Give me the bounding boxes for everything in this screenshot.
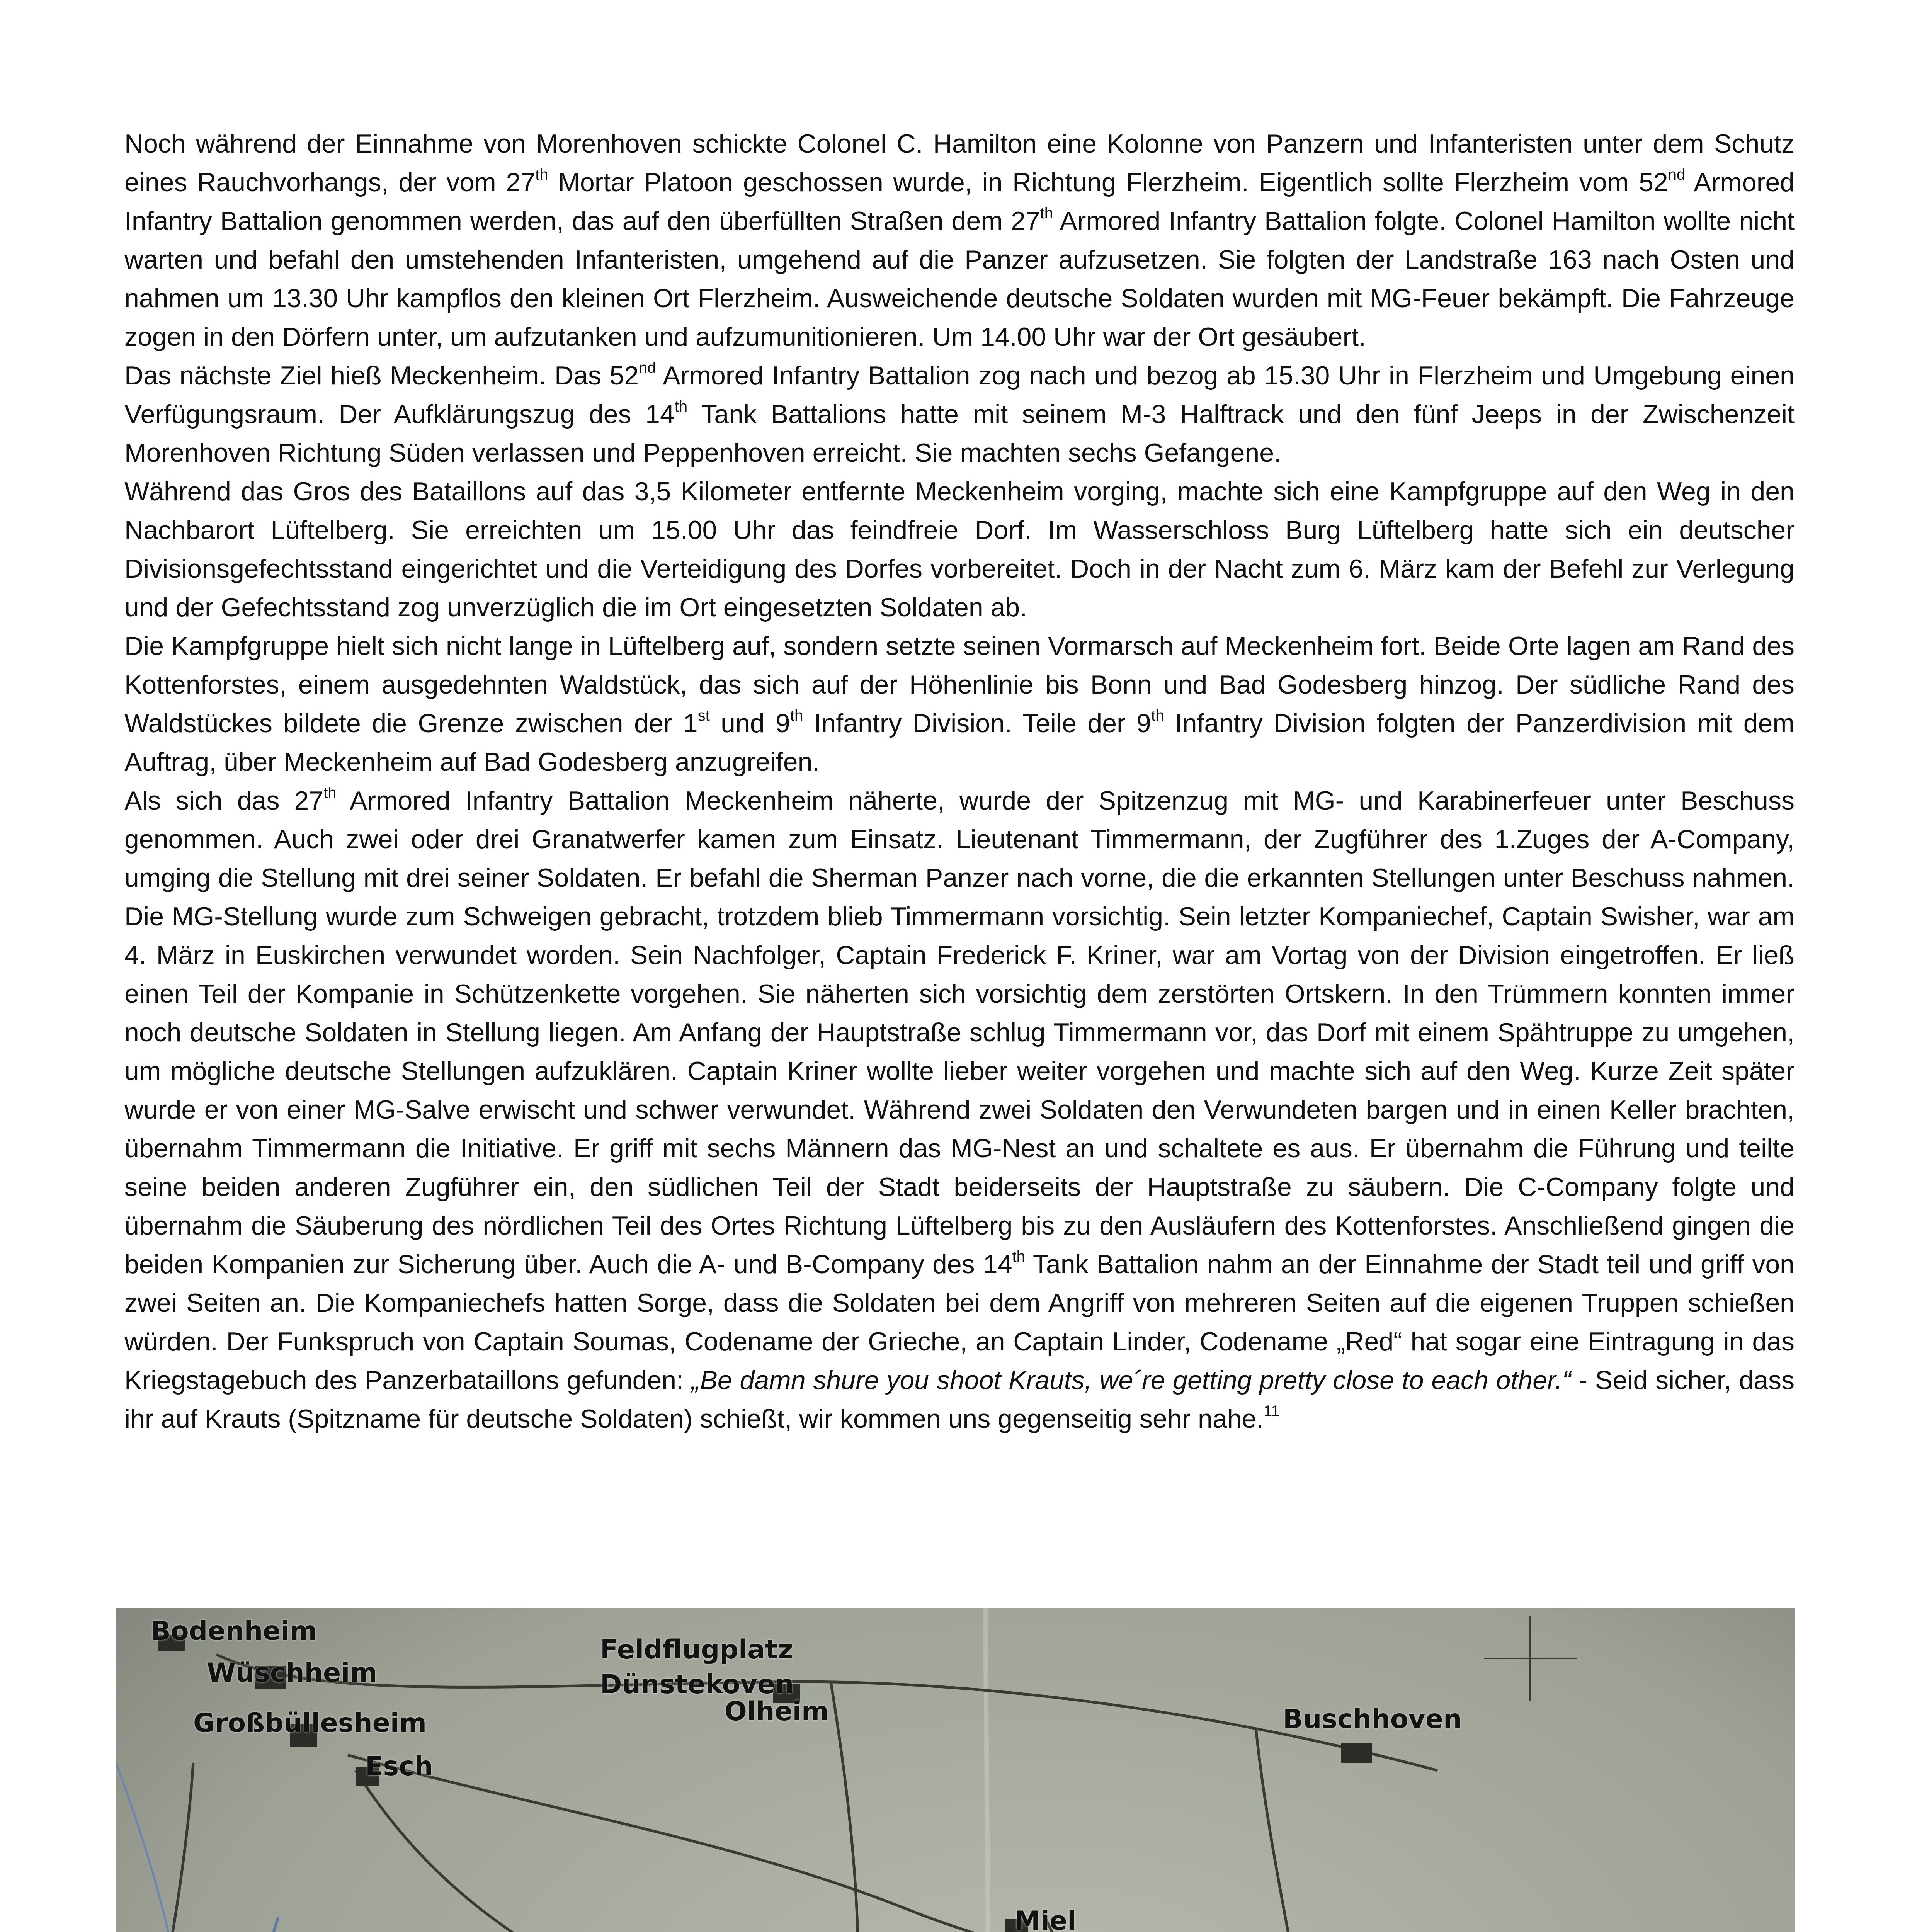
paragraph-text: Als sich das 27 bbox=[124, 786, 324, 815]
paragraph-text: Armored Infantry Battalion folgte. Colonel Hamilton wollte nicht warten und befahl den umstehenden Infanteristen, umgehend auf die Panzer aufzusetzen. Sie folgten der Landstraße 163 nach Osten und nahmen um 13.30 Uhr kampflos den kleinen Ort Flerzheim. Ausweichende deutsche Soldaten wurden mit MG-Feuer bekämpft. Die Fahrzeuge zogen in den Dörfern unter, um aufzutanken und aufzumunitionieren. Um 14.00 Uhr war der Ort gesäubert. bbox=[124, 206, 1795, 352]
paragraph-text: Armored Infantry Battalion zog nach und bezog ab 15.30 Uhr in Flerzheim und Umgebung einen Verfügungsraum. Der Aufklärungszug des 14 bbox=[124, 361, 1795, 429]
paragraph bbox=[124, 472, 1795, 627]
ordinal-suffix: th bbox=[323, 784, 337, 802]
paragraph-text: Infantry Division folgten der Panzerdivision mit dem Auftrag, über Meckenheim auf Bad Godesberg anzugreifen. bbox=[124, 709, 1795, 777]
ordinal-suffix: th bbox=[1012, 1248, 1025, 1265]
paragraph-text: Armored Infantry Battalion genommen werden, das auf den überfüllten Straßen dem 27 bbox=[124, 168, 1795, 236]
paragraph-text: Armored Infantry Battalion Meckenheim näherte, wurde der Spitzenzug mit MG- und Karabinerfeuer unter Beschuss genommen. Auch zwei oder drei Granatwerfer kamen zum Einsatz. Lieutenant Timmermann, der Zugführer des 1.Zuges der A-Company, umging die Stellung mit drei seiner Soldaten. Er befahl die Sherman Panzer nach vorne, die die erkannten Stellungen unter Beschuss nahmen. Die MG-Stellung wurde zum Schweigen gebracht, trotzdem blieb Timmermann vorsichtig. Sein letzter Kompaniechef, Captain Swisher, war am 4. März in Euskirchen verwundet worden. Sein Nachfolger, Captain Frederick F. Kriner, war am Vortag von der Division eingetroffen. Er ließ einen Teil der Kompanie in Schützenkette vorgehen. Sie näherten sich vorsichtig dem zerstörten Ortskern. In den Trümmern konnten immer noch deutsche Soldaten in Stellung liegen. Am Anfang der Hauptstraße schlug Timmermann vor, das Dorf mit einem Spähtruppe zu umgehen, um mögliche deutsche Stellungen aufzuklären. Captain Kriner wollte lieber weiter vorgehen und machte sich auf den Weg. Kurze Zeit später wurde er von einer MG-Salve erwischt und schwer verwundet. Während zwei Soldaten den Verwundeten bargen und in einen Keller brachten, übernahm Timmermann die Initiative. Er griff mit sechs Männern das MG-Nest an und schaltete es aus. Er übernahm die Führung und teilte seine beiden anderen Zugführer ein, den südlichen Teil der Stadt beiderseits der Hauptstraße zu säubern. Die C-Company folgte und übernahm die Säuberung des nördlichen Teil des Ortes Richtung Lüftelberg bis zu den Ausläufern des Kottenforstes. Anschließend gingen die beiden Kompanien zur Sicherung über. Auch die A- und B-Company des 14 bbox=[124, 786, 1795, 1279]
paragraph bbox=[124, 781, 1795, 1438]
paragraph-text: Während das Gros des Bataillons auf das 3,5 Kilometer entfernte Meckenheim vorging, machte sich eine Kampfgruppe auf den Weg in den Nachbarort Lüftelberg. Sie erreichten um 15.00 Uhr das feindfreie Dorf. Im Wasserschloss Burg Lüftelberg hatte sich ein deutscher Divisionsgefechtsstand eingerichtet und die Verteidigung des Dorfes vorbereitet. Doch in der Nacht zum 6. März kam der Befehl zur Verlegung und der Gefechtsstand zog unverzüglich die im Ort eingesetzten Soldaten ab. bbox=[124, 477, 1795, 622]
footnote-reference: 11 bbox=[1264, 1403, 1280, 1420]
paragraph-text: Die Kampfgruppe hielt sich nicht lange in Lüftelberg auf, sondern setzte seinen Vormarsch auf Meckenheim fort. Beide Orte lagen am Rand des Kottenforstes, einem ausgedehnten Waldstück, das sich auf der Höhenlinie bis Bonn und Bad Godesberg hinzog. Der südliche Rand des Waldstückes bildete die Grenze zwischen der 1 bbox=[124, 631, 1795, 738]
paragraph bbox=[124, 356, 1795, 472]
paragraph-text: Noch während der Einnahme von Morenhoven schickte Colonel C. Hamilton eine Kolonne von Panzern und Infanteristen unter dem Schutz eines Rauchvorhangs, der vom 27 bbox=[124, 129, 1795, 197]
paragraph-text: Das nächste Ziel hieß Meckenheim. Das 52 bbox=[124, 361, 639, 390]
quote-translation: - Seid sicher, dass ihr auf Krauts (Spitzname für deutsche Soldaten) schießt, wir kommen uns gegenseitig sehr nahe. bbox=[124, 1366, 1795, 1434]
article-body bbox=[124, 124, 1795, 1438]
map-label-wüschheim: Wüschheim bbox=[207, 1658, 378, 1688]
ordinal-suffix: nd bbox=[1668, 166, 1686, 184]
paragraph-text: Tank Battalions hatte mit seinem M-3 Halftrack und den fünf Jeeps in der Zwischenzeit Morenhoven Richtung Süden verlassen und Peppenhoven erreicht. Sie machten sechs Gefangene. bbox=[124, 400, 1795, 468]
paragraph bbox=[124, 124, 1795, 356]
radio-quote: „Be damn shure you shoot Krauts, we´re getting pretty close to each other.“ bbox=[691, 1366, 1571, 1395]
ordinal-suffix: th bbox=[674, 398, 688, 415]
ordinal-suffix: nd bbox=[639, 359, 656, 377]
paragraph-text: Mortar Platoon geschossen wurde, in Richtung Flerzheim. Eigentlich sollte Flerzheim vom 52 bbox=[548, 168, 1668, 197]
ordinal-suffix: th bbox=[1040, 205, 1053, 222]
original-map bbox=[116, 1608, 1795, 1932]
map-label-bodenheim: Bodenheim bbox=[151, 1616, 317, 1646]
map-label-buschhoven: Buschhoven bbox=[1283, 1704, 1462, 1735]
map-label-dünstekoven: Dünstekoven bbox=[600, 1669, 794, 1700]
ordinal-suffix: th bbox=[535, 166, 548, 184]
map-label-olheim: Olheim bbox=[725, 1696, 829, 1727]
paragraph-text: Infantry Division. Teile der 9 bbox=[803, 709, 1151, 738]
paragraph-text: Tank Battalion nahm an der Einnahme der Stadt teil und griff von zwei Seiten an. Die Kompaniechefs hatten Sorge, dass die Soldaten bei dem Angriff von mehreren Seiten auf die eigenen Truppen schießen würden. Der Funkspruch von Captain Soumas, Codename der Grieche, an Captain Linder, Codename „Red“ hat sogar eine Eintragung in das Kriegstagebuch des Panzerbataillons gefunden: bbox=[124, 1250, 1795, 1395]
ordinal-suffix: st bbox=[697, 707, 710, 724]
ordinal-suffix: th bbox=[1151, 707, 1164, 724]
ordinal-suffix: th bbox=[790, 707, 803, 724]
paragraph-text: und 9 bbox=[709, 709, 790, 738]
map-label-miel: Miel bbox=[1014, 1906, 1077, 1932]
map-label-großbüllesheim: Großbüllesheim bbox=[193, 1708, 427, 1738]
paragraph bbox=[124, 627, 1795, 781]
map-label-esch: Esch bbox=[365, 1751, 433, 1782]
map-label-feldflugplatz: Feldflugplatz bbox=[600, 1634, 793, 1665]
